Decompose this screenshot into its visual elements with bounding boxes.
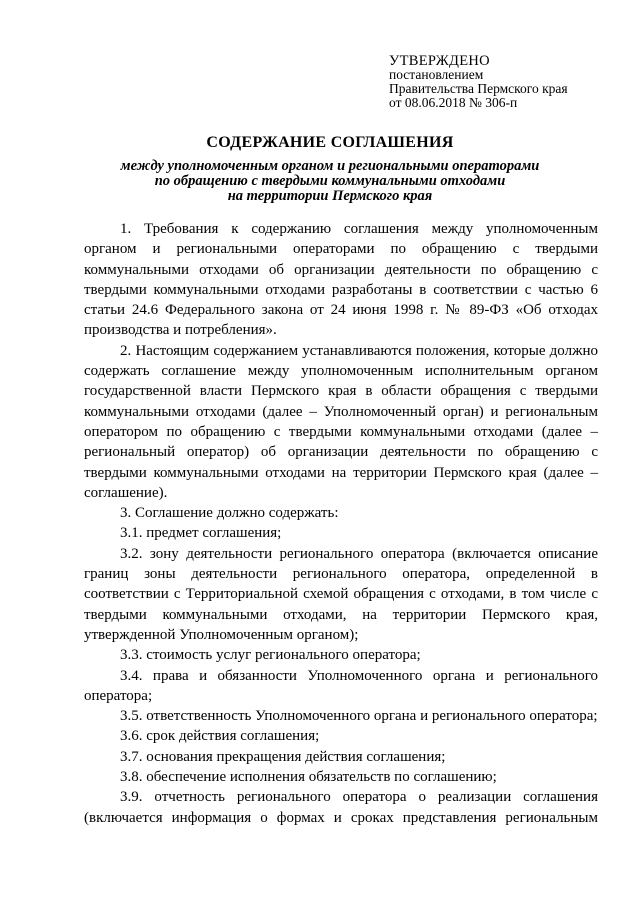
- paragraph-1: 1. Требования к содержанию соглашения между уполномоченным органом и региональными операторами по обращению с твердыми коммунальными отходами об организации деятельности по обращению с твердыми коммунальными отходами разработаны в соответствии с частью 6 статьи 24.6 Федерального закона от 24 июня 1998 г. № 89-ФЗ «Об отходах производства и потребления».: [84, 221, 598, 339]
- paragraph-3: 3. Соглашение должно содержать:: [120, 505, 339, 522]
- paragraph-3-1: 3.1. предмет соглашения;: [120, 525, 282, 542]
- subtitle-line-2: по обращению с твердыми коммунальными отходами: [154, 173, 506, 189]
- approval-stamp: [389, 54, 619, 110]
- document-title: СОДЕРЖАНИЕ СОГЛАШЕНИЯ: [206, 134, 454, 151]
- document-title-block: [60, 133, 600, 204]
- paragraph-3-5: 3.5. ответственность Уполномоченного органа и регионального оператора;: [120, 708, 598, 725]
- paragraph-2: 2. Настоящим содержанием устанавливаются положения, которые должно содержать соглашение между уполномоченным исполнительным органом государственной власти Пермского края в области обращения с твердыми коммунальными отходами (далее – Уполномоченный орган) и региональным оператором по обращению с твердыми коммунальными отходами (далее – региональный оператор) об организации деятельности по обращению с твердыми коммунальными отходами на территории Пермского края (далее – соглашение).: [84, 342, 598, 501]
- subtitle-line-1: между уполномоченным органом и региональными операторами: [120, 158, 540, 174]
- paragraph-3-8: 3.8. обеспечение исполнения обязательств по соглашению;: [120, 769, 497, 786]
- subtitle-line-3: на территории Пермского края: [227, 188, 433, 204]
- approval-line-decree: постановлением: [389, 67, 484, 82]
- approval-line-government: Правительства Пермского края: [389, 81, 568, 96]
- paragraph-3-7: 3.7. основания прекращения действия соглашения;: [120, 748, 446, 765]
- paragraph-3-6: 3.6. срок действия соглашения;: [120, 728, 320, 745]
- paragraph-3-9: 3.9. отчетность регионального оператора о реализации соглашения (включается информация о формах и сроках представления региональным: [84, 789, 598, 826]
- document-body: [84, 219, 598, 828]
- approval-title: УТВЕРЖДЕНО: [389, 53, 490, 69]
- paragraph-3-2: 3.2. зону деятельности регионального оператора (включается описание границ зоны деятельности регионального оператора, определенной в соответствии с Территориальной схемой обращения с отходами, в том числе с твердыми коммунальными отходами, на территории Пермского края, утвержденной Уполномоченным органом);: [84, 545, 598, 643]
- document-subtitle: [60, 159, 600, 204]
- approval-line-date: от 08.06.2018 № 306-п: [389, 95, 518, 110]
- paragraph-3-4: 3.4. права и обязанности Уполномоченного органа и регионального оператора;: [84, 667, 598, 704]
- paragraph-3-3: 3.3. стоимость услуг регионального оператора;: [120, 647, 421, 664]
